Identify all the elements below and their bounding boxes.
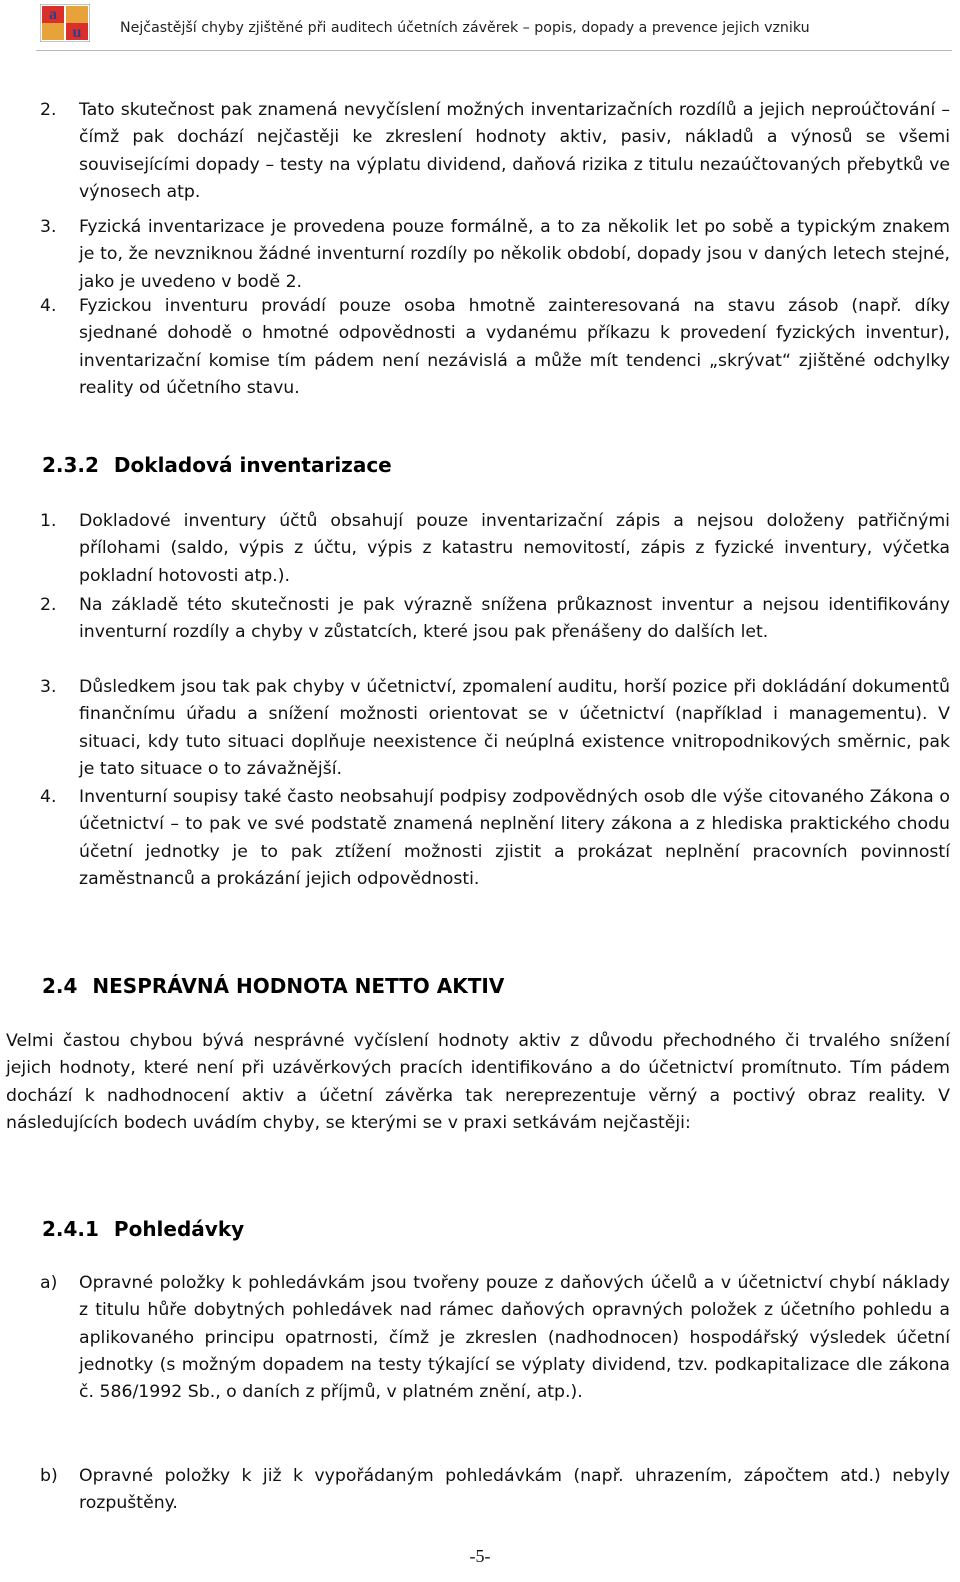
- list-item: [40, 784, 950, 893]
- list-item: [40, 1463, 950, 1518]
- list-text: Inventurní soupisy také často neobsahují podpisy zodpovědných osob dle výše citovaného Zákona o účetnictví – to pak ve své podstatě znamená neplnění litery zákona a z hlediska praktického chodu účetní jednotky je to pak ztížení možnosti zjistit a prokázat neplnění pracovních povinností zaměstnanců a prokázání jejich odpovědnosti.: [79, 787, 950, 889]
- header-title: Nejčastější chyby zjištěné při auditech účetních závěrek – popis, dopady a prevence jejich vzniku: [120, 20, 810, 36]
- section-number: 2.3.2: [42, 453, 99, 477]
- list-text: Opravné položky k pohledávkám jsou tvořeny pouze z daňových účelů a v účetnictví chybí náklady z titulu hůře dobytných pohledávek nad rámec daňových opravných položek z účetního pohledu a aplikovaného principu opatrnosti, čímž je zkreslen (nadhodnocen) hospodářský výsledek účetní jednotky (s možným dopadem na testy týkající se výplaty dividend, tzv. podkapitalizace dle zákona č. 586/1992 Sb., o daních z příjmů, v platném znění, atp.).: [79, 1273, 950, 1403]
- list-text: Opravné položky k již k vypořádaným pohledávkám (např. uhrazením, zápočtem atd.) nebyly rozpuštěny.: [79, 1466, 950, 1514]
- list-number: 2.: [40, 100, 57, 120]
- list-number: 4.: [40, 787, 57, 807]
- list-text: Tato skutečnost pak znamená nevyčíslení možných inventarizačních rozdílů a jejich neproúčtování – čímž pak dochází nejčastěji ke zkreslení hodnoty aktiv, pasiv, nákladů a výnosů se všemi souvisejícími dopady – testy na výplatu dividend, daňová rizika z titulu nezaúčtovaných přebytků ve výnosech atp.: [79, 100, 950, 202]
- page-number: -5-: [469, 1546, 491, 1566]
- logo-letter-u: u: [72, 24, 82, 41]
- section-heading-2-3-2: [42, 453, 392, 477]
- list-item: [40, 674, 950, 783]
- list-item: [40, 214, 950, 296]
- section-title: Dokladová inventarizace: [113, 453, 392, 477]
- list-item: [40, 508, 950, 590]
- paragraph: Velmi častou chybou bývá nesprávné vyčíslení hodnoty aktiv z důvodu přechodného či trvalého snížení jejich hodnoty, které není při uzávěrkových pracích identifikováno a do účetnictví promítnuto. Tím pádem dochází k nadhodnocení aktiv a účetní závěrka tak nereprezentuje věrný a poctivý obraz reality. V následujících bodech uvádím chyby, se kterými se v praxi setkávám nejčastěji:: [6, 1031, 950, 1133]
- list-number: 1.: [40, 511, 57, 531]
- page-header: [36, 0, 952, 51]
- list-number: a): [40, 1273, 58, 1293]
- logo-letter-a: a: [49, 6, 57, 23]
- list-item: [40, 293, 950, 402]
- section-heading-2-4: [42, 974, 504, 998]
- list-number: 2.: [40, 595, 57, 615]
- section-number: 2.4.1: [42, 1217, 99, 1241]
- list-number: b): [40, 1466, 58, 1486]
- section-title: NESPRÁVNÁ HODNOTA NETTO AKTIV: [92, 974, 505, 998]
- au-logo: [40, 4, 90, 42]
- list-text: Fyzická inventarizace je provedena pouze formálně, a to za několik let po sobě a typickým znakem je to, že nevzniknou žádné inventurní rozdíly po několik období, dopady jsou v daných letech stejné, jako je uvedeno v bodě 2.: [79, 217, 950, 292]
- list-number: 4.: [40, 296, 57, 316]
- list-text: Fyzickou inventuru provádí pouze osoba hmotně zainteresovaná na stavu zásob (např. díky sjednané dohodě o hmotné odpovědnosti a vydanému příkazu k provedení fyzických inventur), inventarizační komise tím pádem není nezávislá a může mít tendenci „skrývat“ zjištěné odchylky reality od účetního stavu.: [79, 296, 950, 398]
- section-title: Pohledávky: [113, 1217, 245, 1241]
- list-item: [40, 592, 950, 647]
- list-number: 3.: [40, 217, 57, 237]
- list-number: 3.: [40, 677, 57, 697]
- section-number: 2.4: [42, 974, 78, 998]
- list-text: Důsledkem jsou tak pak chyby v účetnictví, zpomalení auditu, horší pozice při dokládání dokumentů finančnímu úřadu a snížení možnosti orientovat se v účetnictví (například i managementu). V situaci, kdy tuto situaci doplňuje neexistence či neúplná existence vnitropodnikových směrnic, pak je tato situace o to závažnější.: [79, 677, 950, 779]
- list-text: Na základě této skutečnosti je pak výrazně snížena průkaznost inventur a nejsou identifikovány inventurní rozdíly a chyby v zůstatcích, které jsou pak přenášeny do dalších let.: [79, 595, 950, 643]
- list-item: [40, 1270, 950, 1406]
- list-text: Dokladové inventury účtů obsahují pouze inventarizační zápis a nejsou doloženy patřičnými přílohami (saldo, výpis z účtu, výpis z katastru nemovitostí, zápis z fyzické inventury, výčetka pokladní hotovosti atp.).: [79, 511, 950, 586]
- section-heading-2-4-1: [42, 1217, 244, 1241]
- list-item: [40, 97, 950, 206]
